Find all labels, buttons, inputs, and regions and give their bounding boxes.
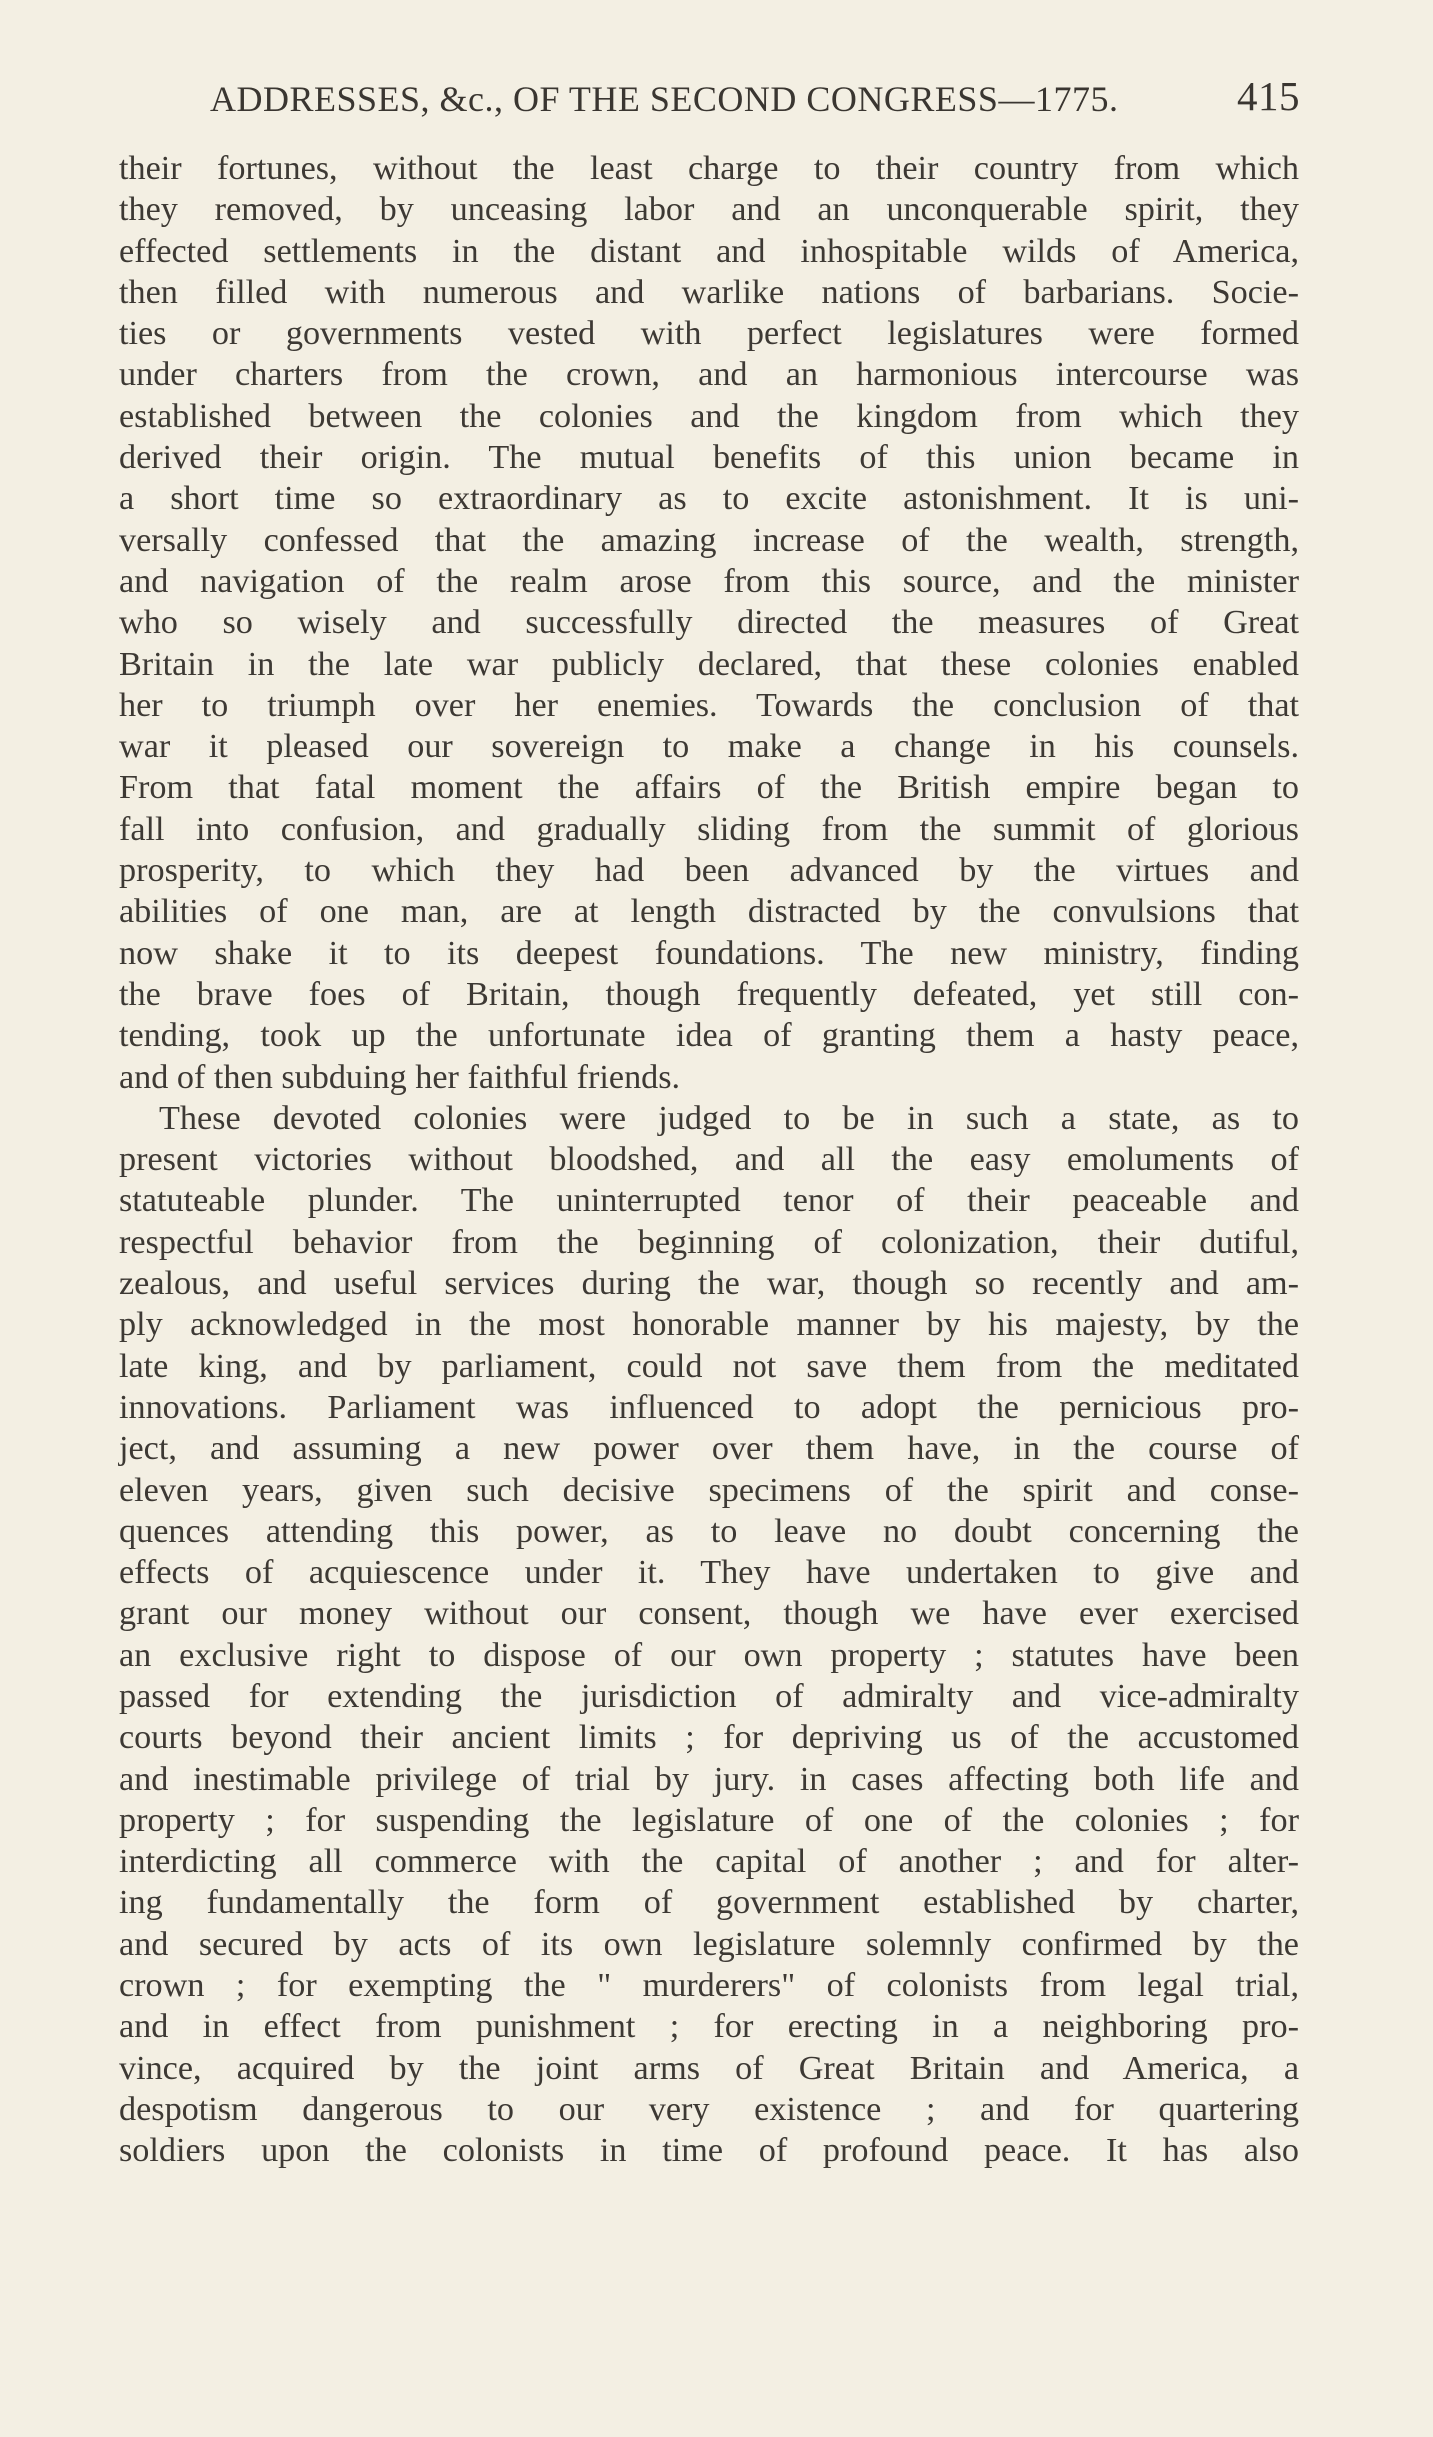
text-line: Britain in the late war publicly declared, that these colonies enabled [119, 645, 1299, 683]
text-line: effected settlements in the distant and inhospitable wilds of America, [119, 232, 1299, 270]
paragraph [119, 148, 1299, 1098]
text-line: then filled with numerous and warlike nations of barbarians. Socie- [119, 273, 1299, 311]
text-line: passed for extending the jurisdiction of admiralty and vice-admiralty [119, 1677, 1299, 1715]
text-line: statuteable plunder. The uninterrupted tenor of their peaceable and [119, 1182, 1299, 1220]
text-line: who so wisely and successfully directed the measures of Great [119, 604, 1299, 642]
text-line: under charters from the crown, and an harmonious intercourse was [119, 356, 1299, 394]
text-line: ply acknowledged in the most honorable manner by his majesty, by the [119, 1306, 1299, 1344]
text-line: and secured by acts of its own legislature solemnly confirmed by the [119, 1925, 1299, 1963]
text-line: eleven years, given such decisive specimens of the spirit and conse- [119, 1471, 1299, 1509]
page-number: 415 [1237, 73, 1300, 119]
text-line: crown ; for exempting the " murderers" of colonists from legal trial, [119, 1967, 1299, 2005]
text-line: respectful behavior from the beginning of colonization, their dutiful, [119, 1223, 1299, 1261]
text-line: now shake it to its deepest foundations. The new ministry, finding [119, 934, 1299, 972]
text-line: derived their origin. The mutual benefits of this union became in [119, 439, 1299, 477]
text-line: soldiers upon the colonists in time of profound peace. It has also [119, 2132, 1299, 2170]
text-line: and of then subduing her faithful friends. [119, 1058, 681, 1096]
text-line: prosperity, to which they had been advanced by the virtues and [119, 852, 1299, 890]
text-line: her to triumph over her enemies. Towards the conclusion of that [119, 686, 1299, 724]
running-header [210, 72, 1300, 132]
text-line: present victories without bloodshed, and all the easy emoluments of [119, 1141, 1299, 1179]
text-line: and in effect from punishment ; for erecting in a neighboring pro- [119, 2008, 1299, 2046]
text-line: grant our money without our consent, though we have ever exercised [119, 1595, 1299, 1633]
text-line: an exclusive right to dispose of our own property ; statutes have been [119, 1636, 1299, 1674]
text-line: quences attending this power, as to leave no doubt concerning the [119, 1512, 1299, 1550]
text-line: versally confessed that the amazing increase of the wealth, strength, [119, 521, 1299, 559]
text-line: war it pleased our sovereign to make a change in his counsels. [119, 728, 1299, 766]
text-line: These devoted colonies were judged to be in such a state, as to [159, 1099, 1299, 1137]
text-line: a short time so extraordinary as to excite astonishment. It is uni- [119, 480, 1299, 518]
text-line: their fortunes, without the least charge to their country from which [119, 150, 1299, 187]
text-line: late king, and by parliament, could not save them from the meditated [119, 1347, 1299, 1385]
text-line: and navigation of the realm arose from this source, and the minister [119, 562, 1299, 600]
text-line: established between the colonies and the kingdom from which they [119, 397, 1299, 435]
text-line: despotism dangerous to our very existence ; and for quartering [119, 2090, 1299, 2128]
text-line: abilities of one man, are at length distracted by the convulsions that [119, 893, 1299, 931]
running-title: ADDRESSES, &c., OF THE SECOND CONGRESS—1775. [210, 79, 1119, 119]
text-line: fall into confusion, and gradually sliding from the summit of glorious [119, 810, 1299, 848]
text-line: zealous, and useful services during the war, though so recently and am- [119, 1265, 1299, 1303]
text-line: interdicting all commerce with the capital of another ; and for alter- [119, 1843, 1299, 1881]
text-line: tending, took up the unfortunate idea of granting them a hasty peace, [119, 1017, 1299, 1055]
text-line: ties or governments vested with perfect legislatures were formed [119, 315, 1299, 353]
paragraph [119, 1098, 1299, 2172]
text-line: they removed, by unceasing labor and an unconquerable spirit, they [119, 191, 1299, 229]
body-text [119, 148, 1299, 2172]
text-line: vince, acquired by the joint arms of Great Britain and America, a [119, 2049, 1299, 2087]
text-line: effects of acquiescence under it. They have undertaken to give and [119, 1554, 1299, 1592]
text-line: and inestimable privilege of trial by jury. in cases affecting both life and [119, 1760, 1299, 1798]
text-line: innovations. Parliament was influenced to adopt the pernicious pro- [119, 1388, 1299, 1426]
text-line: ing fundamentally the form of government established by charter, [119, 1884, 1299, 1922]
text-line: property ; for suspending the legislature of one of the colonies ; for [119, 1801, 1299, 1839]
text-line: From that fatal moment the affairs of the British empire began to [119, 769, 1299, 807]
text-line: courts beyond their ancient limits ; for depriving us of the accustomed [119, 1719, 1299, 1757]
text-line: ject, and assuming a new power over them have, in the course of [119, 1430, 1299, 1468]
text-line: the brave foes of Britain, though frequently defeated, yet still con- [119, 975, 1299, 1013]
